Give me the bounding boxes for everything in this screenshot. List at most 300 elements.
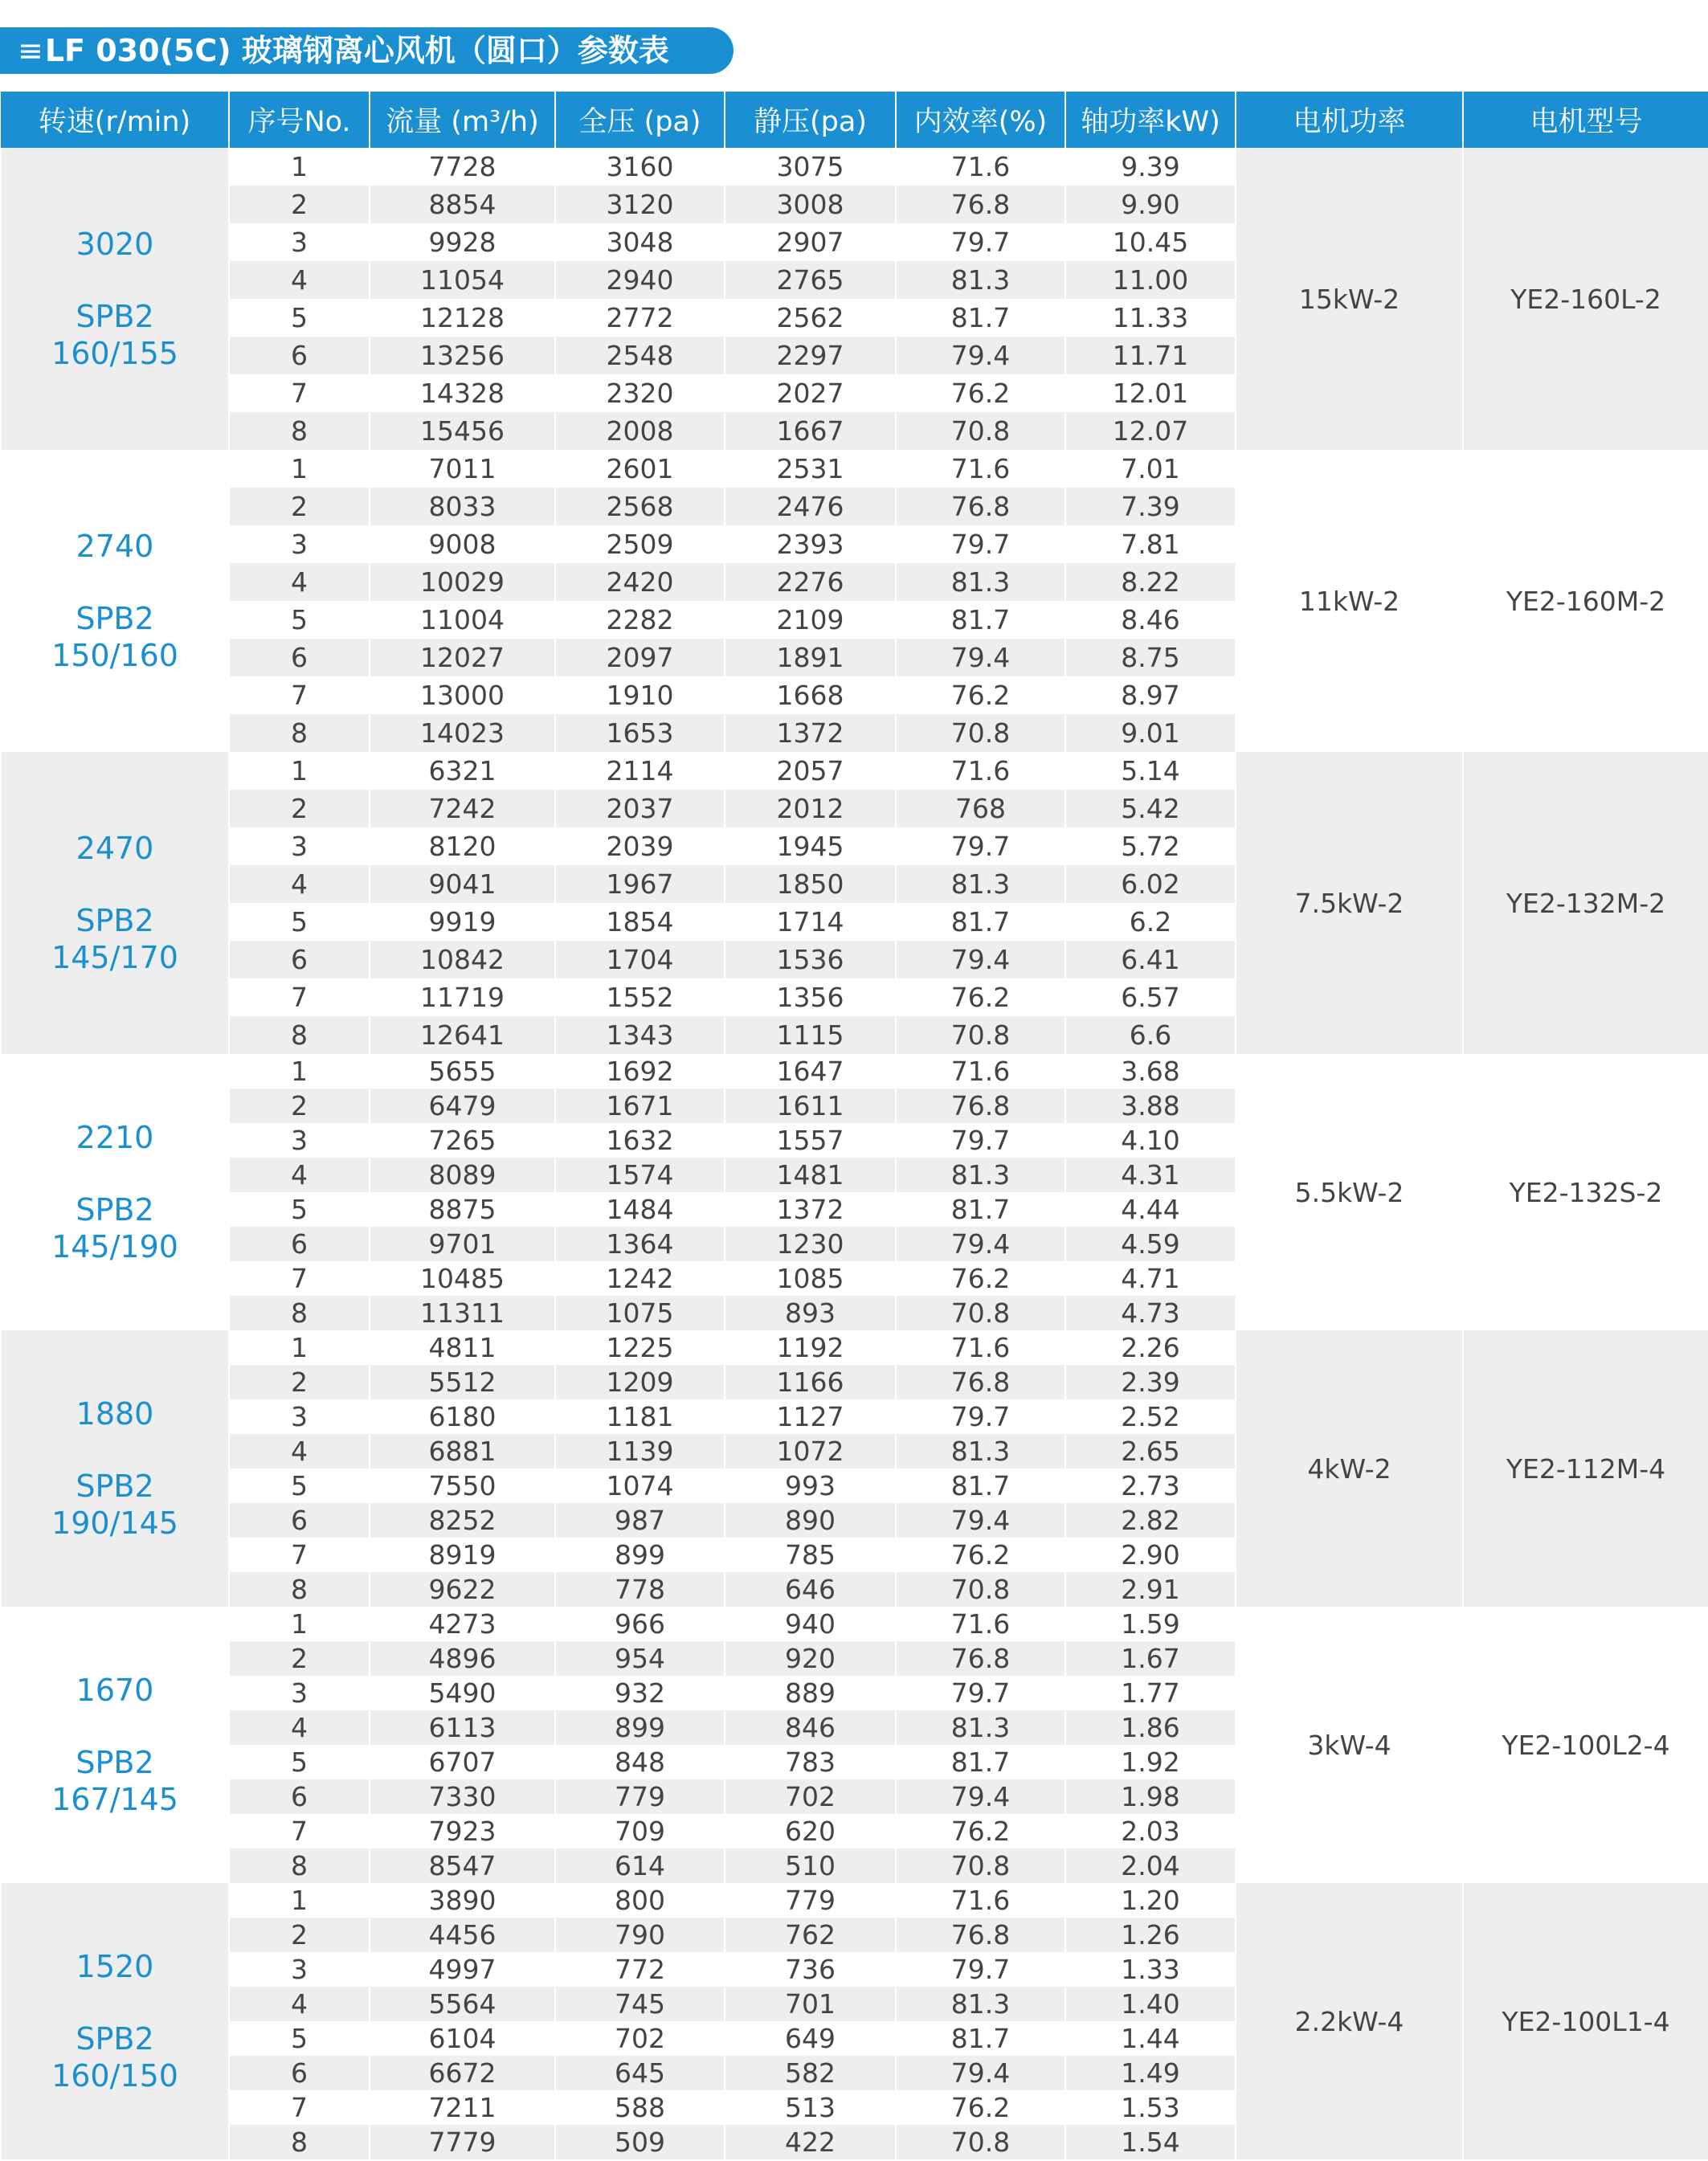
shaft-power-value: 1.49: [1065, 2056, 1236, 2090]
flow-value: 9919: [370, 903, 555, 941]
total-pressure-value: 2097: [555, 639, 725, 676]
shaft-power-value: 8.22: [1065, 563, 1236, 601]
flow-value: 10485: [370, 1261, 555, 1296]
static-pressure-value: 920: [725, 1641, 896, 1676]
static-pressure-value: 646: [725, 1572, 896, 1607]
row-index: 2: [229, 488, 370, 525]
row-index: 6: [229, 1779, 370, 1814]
row-index: 6: [229, 639, 370, 676]
total-pressure-value: 1692: [555, 1054, 725, 1089]
shaft-power-value: 4.59: [1065, 1227, 1236, 1261]
total-pressure-value: 1225: [555, 1330, 725, 1365]
efficiency-value: 76.8: [896, 1918, 1065, 1952]
flow-value: 4456: [370, 1918, 555, 1952]
row-index: 1: [229, 450, 370, 488]
shaft-power-value: 2.65: [1065, 1434, 1236, 1469]
header-index: 序号No.: [229, 92, 370, 148]
speed-value: 3020: [76, 227, 154, 262]
table-row: [1, 752, 1708, 790]
shaft-power-value: 2.39: [1065, 1365, 1236, 1399]
shaft-power-value: 1.54: [1065, 2125, 1236, 2159]
table-row: [1, 1607, 1708, 1641]
shaft-power-value: 1.77: [1065, 1676, 1236, 1710]
efficiency-value: 76.2: [896, 2090, 1065, 2125]
shaft-power-value: 8.97: [1065, 676, 1236, 714]
motor-power-cell: 2.2kW-4: [1236, 1883, 1463, 2159]
row-index: 7: [229, 2090, 370, 2125]
flow-value: 14328: [370, 374, 555, 412]
flow-value: 11311: [370, 1296, 555, 1330]
static-pressure-value: 1481: [725, 1158, 896, 1192]
row-index: 2: [229, 790, 370, 827]
total-pressure-value: 2420: [555, 563, 725, 601]
total-pressure-value: 2114: [555, 752, 725, 790]
shaft-power-value: 6.57: [1065, 978, 1236, 1016]
motor-power-cell: 3kW-4: [1236, 1607, 1463, 1883]
flow-value: 8252: [370, 1503, 555, 1538]
efficiency-value: 70.8: [896, 1296, 1065, 1330]
row-index: 3: [229, 1123, 370, 1158]
row-index: 7: [229, 374, 370, 412]
static-pressure-value: 510: [725, 1848, 896, 1883]
row-index: 1: [229, 752, 370, 790]
shaft-power-value: 5.72: [1065, 827, 1236, 865]
efficiency-value: 79.4: [896, 2056, 1065, 2090]
flow-value: 7728: [370, 148, 555, 186]
static-pressure-value: 1667: [725, 412, 896, 450]
row-index: 4: [229, 1987, 370, 2021]
flow-value: 6180: [370, 1399, 555, 1434]
row-index: 5: [229, 1745, 370, 1779]
static-pressure-value: 2907: [725, 223, 896, 261]
efficiency-value: 70.8: [896, 714, 1065, 752]
efficiency-value: 70.8: [896, 1016, 1065, 1054]
flow-value: 7242: [370, 790, 555, 827]
row-index: 2: [229, 186, 370, 223]
row-index: 8: [229, 2125, 370, 2159]
static-pressure-value: 2393: [725, 525, 896, 563]
header-speed: 转速(r/min): [1, 92, 229, 148]
efficiency-value: 768: [896, 790, 1065, 827]
efficiency-value: 79.4: [896, 639, 1065, 676]
pulley-model-b: 145/170: [51, 940, 178, 975]
efficiency-value: 81.3: [896, 1987, 1065, 2021]
row-index: 4: [229, 563, 370, 601]
efficiency-value: 79.4: [896, 337, 1065, 374]
shaft-power-value: 10.45: [1065, 223, 1236, 261]
shaft-power-value: 2.52: [1065, 1399, 1236, 1434]
efficiency-value: 81.7: [896, 1745, 1065, 1779]
pulley-model-b: 145/190: [51, 1229, 178, 1264]
total-pressure-value: 790: [555, 1918, 725, 1952]
shaft-power-value: 1.59: [1065, 1607, 1236, 1641]
flow-value: 10842: [370, 941, 555, 978]
efficiency-value: 76.2: [896, 978, 1065, 1016]
efficiency-value: 79.7: [896, 1399, 1065, 1434]
static-pressure-value: 2476: [725, 488, 896, 525]
static-pressure-value: 2276: [725, 563, 896, 601]
row-index: 5: [229, 903, 370, 941]
flow-value: 10029: [370, 563, 555, 601]
row-index: 3: [229, 1399, 370, 1434]
efficiency-value: 71.6: [896, 1883, 1065, 1918]
static-pressure-value: 1192: [725, 1330, 896, 1365]
efficiency-value: 76.2: [896, 374, 1065, 412]
static-pressure-value: 2012: [725, 790, 896, 827]
efficiency-value: 81.7: [896, 1469, 1065, 1503]
efficiency-value: 70.8: [896, 1572, 1065, 1607]
flow-value: 6672: [370, 2056, 555, 2090]
shaft-power-value: 9.90: [1065, 186, 1236, 223]
total-pressure-value: 899: [555, 1538, 725, 1572]
row-index: 6: [229, 1227, 370, 1261]
efficiency-value: 76.8: [896, 1641, 1065, 1676]
speed-group: [1, 1883, 1708, 2159]
static-pressure-value: 2562: [725, 299, 896, 337]
total-pressure-value: 2320: [555, 374, 725, 412]
flow-value: 5490: [370, 1676, 555, 1710]
total-pressure-value: 1671: [555, 1089, 725, 1123]
row-index: 1: [229, 1883, 370, 1918]
total-pressure-value: 1139: [555, 1434, 725, 1469]
flow-value: 7011: [370, 450, 555, 488]
shaft-power-value: 2.04: [1065, 1848, 1236, 1883]
total-pressure-value: 1209: [555, 1365, 725, 1399]
flow-value: 5512: [370, 1365, 555, 1399]
table-title-text: LF 030(5C) 玻璃钢离心风机（圆口）参数表: [44, 33, 669, 68]
row-index: 5: [229, 1192, 370, 1227]
shaft-power-value: 6.6: [1065, 1016, 1236, 1054]
pulley-model-a: SPB2: [76, 1192, 154, 1228]
header-shaft-power: 轴功率kW): [1065, 92, 1236, 148]
parameter-table: [0, 92, 1708, 2159]
header-efficiency: 内效率(%): [896, 92, 1065, 148]
shaft-power-value: 1.20: [1065, 1883, 1236, 1918]
total-pressure-value: 3048: [555, 223, 725, 261]
efficiency-value: 81.3: [896, 1710, 1065, 1745]
shaft-power-value: 5.42: [1065, 790, 1236, 827]
flow-value: 4997: [370, 1952, 555, 1987]
flow-value: 6321: [370, 752, 555, 790]
pulley-model-b: 150/160: [51, 638, 178, 673]
table-row: [1, 450, 1708, 488]
speed-value: 2210: [76, 1120, 154, 1155]
efficiency-value: 76.8: [896, 488, 1065, 525]
efficiency-value: 76.2: [896, 1261, 1065, 1296]
flow-value: 6707: [370, 1745, 555, 1779]
row-index: 1: [229, 1330, 370, 1365]
table-row: [1, 1054, 1708, 1089]
total-pressure-value: 1343: [555, 1016, 725, 1054]
static-pressure-value: 783: [725, 1745, 896, 1779]
row-index: 6: [229, 1503, 370, 1538]
shaft-power-value: 1.26: [1065, 1918, 1236, 1952]
efficiency-value: 71.6: [896, 148, 1065, 186]
row-index: 7: [229, 676, 370, 714]
shaft-power-value: 4.10: [1065, 1123, 1236, 1158]
row-index: 4: [229, 1434, 370, 1469]
row-index: 7: [229, 1814, 370, 1848]
efficiency-value: 81.3: [896, 865, 1065, 903]
efficiency-value: 81.3: [896, 261, 1065, 299]
row-index: 5: [229, 601, 370, 639]
total-pressure-value: 1910: [555, 676, 725, 714]
header-total-pressure: 全压 (pa): [555, 92, 725, 148]
efficiency-value: 79.7: [896, 1952, 1065, 1987]
shaft-power-value: 7.01: [1065, 450, 1236, 488]
static-pressure-value: 940: [725, 1607, 896, 1641]
menu-icon: ≡: [18, 33, 43, 68]
row-index: 7: [229, 978, 370, 1016]
static-pressure-value: 785: [725, 1538, 896, 1572]
flow-value: 8854: [370, 186, 555, 223]
speed-group: [1, 752, 1708, 1054]
efficiency-value: 71.6: [896, 1054, 1065, 1089]
total-pressure-value: 2601: [555, 450, 725, 488]
total-pressure-value: 1574: [555, 1158, 725, 1192]
flow-value: 12641: [370, 1016, 555, 1054]
pulley-model-a: SPB2: [76, 903, 154, 938]
static-pressure-value: 2027: [725, 374, 896, 412]
flow-value: 7923: [370, 1814, 555, 1848]
row-index: 3: [229, 525, 370, 563]
efficiency-value: 79.7: [896, 525, 1065, 563]
flow-value: 9701: [370, 1227, 555, 1261]
efficiency-value: 76.8: [896, 186, 1065, 223]
row-index: 3: [229, 827, 370, 865]
efficiency-value: 79.7: [896, 223, 1065, 261]
shaft-power-value: 12.01: [1065, 374, 1236, 412]
row-index: 8: [229, 714, 370, 752]
shaft-power-value: 9.01: [1065, 714, 1236, 752]
efficiency-value: 71.6: [896, 450, 1065, 488]
efficiency-value: 71.6: [896, 1607, 1065, 1641]
motor-power-cell: 7.5kW-2: [1236, 752, 1463, 1054]
shaft-power-value: 1.92: [1065, 1745, 1236, 1779]
flow-value: 5655: [370, 1054, 555, 1089]
flow-value: 6881: [370, 1434, 555, 1469]
efficiency-value: 79.4: [896, 1227, 1065, 1261]
row-index: 8: [229, 1296, 370, 1330]
efficiency-value: 79.4: [896, 1779, 1065, 1814]
table-row: [1, 1330, 1708, 1365]
total-pressure-value: 2568: [555, 488, 725, 525]
static-pressure-value: 1230: [725, 1227, 896, 1261]
flow-value: 7779: [370, 2125, 555, 2159]
speed-cell: [1, 1607, 229, 1883]
motor-model-cell: YE2-132S-2: [1463, 1054, 1708, 1330]
static-pressure-value: 1372: [725, 1192, 896, 1227]
shaft-power-value: 11.71: [1065, 337, 1236, 374]
static-pressure-value: 2109: [725, 601, 896, 639]
header-static-pressure: 静压(pa): [725, 92, 896, 148]
motor-model-cell: YE2-160M-2: [1463, 450, 1708, 752]
flow-value: 7211: [370, 2090, 555, 2125]
speed-group: [1, 148, 1708, 450]
row-index: 5: [229, 299, 370, 337]
static-pressure-value: 1945: [725, 827, 896, 865]
total-pressure-value: 745: [555, 1987, 725, 2021]
static-pressure-value: 1714: [725, 903, 896, 941]
total-pressure-value: 1364: [555, 1227, 725, 1261]
total-pressure-value: 588: [555, 2090, 725, 2125]
efficiency-value: 71.6: [896, 1330, 1065, 1365]
pulley-model-b: 160/155: [51, 336, 178, 371]
static-pressure-value: 846: [725, 1710, 896, 1745]
static-pressure-value: 2057: [725, 752, 896, 790]
total-pressure-value: 709: [555, 1814, 725, 1848]
flow-value: 11004: [370, 601, 555, 639]
shaft-power-value: 5.14: [1065, 752, 1236, 790]
total-pressure-value: 966: [555, 1607, 725, 1641]
total-pressure-value: 1653: [555, 714, 725, 752]
total-pressure-value: 1484: [555, 1192, 725, 1227]
row-index: 4: [229, 865, 370, 903]
total-pressure-value: 1854: [555, 903, 725, 941]
shaft-power-value: 12.07: [1065, 412, 1236, 450]
total-pressure-value: 2008: [555, 412, 725, 450]
shaft-power-value: 2.82: [1065, 1503, 1236, 1538]
total-pressure-value: 1075: [555, 1296, 725, 1330]
static-pressure-value: 2531: [725, 450, 896, 488]
speed-value: 1520: [76, 1949, 154, 1984]
row-index: 6: [229, 941, 370, 978]
flow-value: 4811: [370, 1330, 555, 1365]
total-pressure-value: 2772: [555, 299, 725, 337]
shaft-power-value: 2.73: [1065, 1469, 1236, 1503]
flow-value: 9622: [370, 1572, 555, 1607]
speed-cell: [1, 148, 229, 450]
flow-value: 13000: [370, 676, 555, 714]
static-pressure-value: 3075: [725, 148, 896, 186]
pulley-model-a: SPB2: [76, 1745, 154, 1780]
efficiency-value: 79.7: [896, 1123, 1065, 1158]
motor-power-cell: 15kW-2: [1236, 148, 1463, 450]
row-index: 1: [229, 1054, 370, 1089]
static-pressure-value: 1891: [725, 639, 896, 676]
flow-value: 6104: [370, 2021, 555, 2056]
speed-group: [1, 1054, 1708, 1330]
total-pressure-value: 1552: [555, 978, 725, 1016]
static-pressure-value: 422: [725, 2125, 896, 2159]
shaft-power-value: 11.00: [1065, 261, 1236, 299]
pulley-model-a: SPB2: [76, 299, 154, 334]
table-row: [1, 148, 1708, 186]
static-pressure-value: 1115: [725, 1016, 896, 1054]
header-motor-model: 电机型号: [1463, 92, 1708, 148]
efficiency-value: 79.7: [896, 827, 1065, 865]
static-pressure-value: 779: [725, 1883, 896, 1918]
speed-cell: [1, 752, 229, 1054]
pulley-model-a: SPB2: [76, 1469, 154, 1504]
shaft-power-value: 4.31: [1065, 1158, 1236, 1192]
motor-model-cell: YE2-100L2-4: [1463, 1607, 1708, 1883]
static-pressure-value: 762: [725, 1918, 896, 1952]
efficiency-value: 81.7: [896, 903, 1065, 941]
flow-value: 7265: [370, 1123, 555, 1158]
shaft-power-value: 2.03: [1065, 1814, 1236, 1848]
total-pressure-value: 2037: [555, 790, 725, 827]
row-index: 6: [229, 337, 370, 374]
total-pressure-value: 954: [555, 1641, 725, 1676]
total-pressure-value: 614: [555, 1848, 725, 1883]
speed-value: 1670: [76, 1673, 154, 1708]
efficiency-value: 81.3: [896, 563, 1065, 601]
static-pressure-value: 1536: [725, 941, 896, 978]
shaft-power-value: 1.33: [1065, 1952, 1236, 1987]
pulley-model-a: SPB2: [76, 2021, 154, 2057]
row-index: 7: [229, 1538, 370, 1572]
shaft-power-value: 1.40: [1065, 1987, 1236, 2021]
efficiency-value: 81.7: [896, 601, 1065, 639]
flow-value: 8033: [370, 488, 555, 525]
speed-value: 2470: [76, 831, 154, 866]
efficiency-value: 81.7: [896, 1192, 1065, 1227]
flow-value: 15456: [370, 412, 555, 450]
shaft-power-value: 2.90: [1065, 1538, 1236, 1572]
shaft-power-value: 4.73: [1065, 1296, 1236, 1330]
row-index: 2: [229, 1641, 370, 1676]
speed-group: [1, 1607, 1708, 1883]
total-pressure-value: 1967: [555, 865, 725, 903]
efficiency-value: 81.3: [896, 1434, 1065, 1469]
efficiency-value: 70.8: [896, 412, 1065, 450]
row-index: 2: [229, 1365, 370, 1399]
static-pressure-value: 2765: [725, 261, 896, 299]
total-pressure-value: 2282: [555, 601, 725, 639]
static-pressure-value: 1372: [725, 714, 896, 752]
total-pressure-value: 3120: [555, 186, 725, 223]
flow-value: 8089: [370, 1158, 555, 1192]
speed-group: [1, 450, 1708, 752]
speed-group: [1, 1330, 1708, 1607]
static-pressure-value: 1072: [725, 1434, 896, 1469]
static-pressure-value: 890: [725, 1503, 896, 1538]
shaft-power-value: 7.81: [1065, 525, 1236, 563]
total-pressure-value: 778: [555, 1572, 725, 1607]
static-pressure-value: 1085: [725, 1261, 896, 1296]
speed-cell: [1, 1330, 229, 1607]
efficiency-value: 81.3: [896, 1158, 1065, 1192]
static-pressure-value: 993: [725, 1469, 896, 1503]
shaft-power-value: 1.86: [1065, 1710, 1236, 1745]
efficiency-value: 76.2: [896, 676, 1065, 714]
shaft-power-value: 1.53: [1065, 2090, 1236, 2125]
row-index: 5: [229, 2021, 370, 2056]
total-pressure-value: 1242: [555, 1261, 725, 1296]
flow-value: 12027: [370, 639, 555, 676]
row-index: 7: [229, 1261, 370, 1296]
flow-value: 9008: [370, 525, 555, 563]
flow-value: 4273: [370, 1607, 555, 1641]
total-pressure-value: 2039: [555, 827, 725, 865]
flow-value: 8120: [370, 827, 555, 865]
flow-value: 6113: [370, 1710, 555, 1745]
total-pressure-value: 3160: [555, 148, 725, 186]
static-pressure-value: 2297: [725, 337, 896, 374]
row-index: 8: [229, 1848, 370, 1883]
table-title: [0, 27, 733, 74]
speed-cell: [1, 450, 229, 752]
row-index: 8: [229, 412, 370, 450]
motor-model-cell: YE2-160L-2: [1463, 148, 1708, 450]
efficiency-value: 76.2: [896, 1814, 1065, 1848]
row-index: 2: [229, 1918, 370, 1952]
flow-value: 8919: [370, 1538, 555, 1572]
motor-model-cell: YE2-132M-2: [1463, 752, 1708, 1054]
shaft-power-value: 4.44: [1065, 1192, 1236, 1227]
efficiency-value: 76.8: [896, 1089, 1065, 1123]
